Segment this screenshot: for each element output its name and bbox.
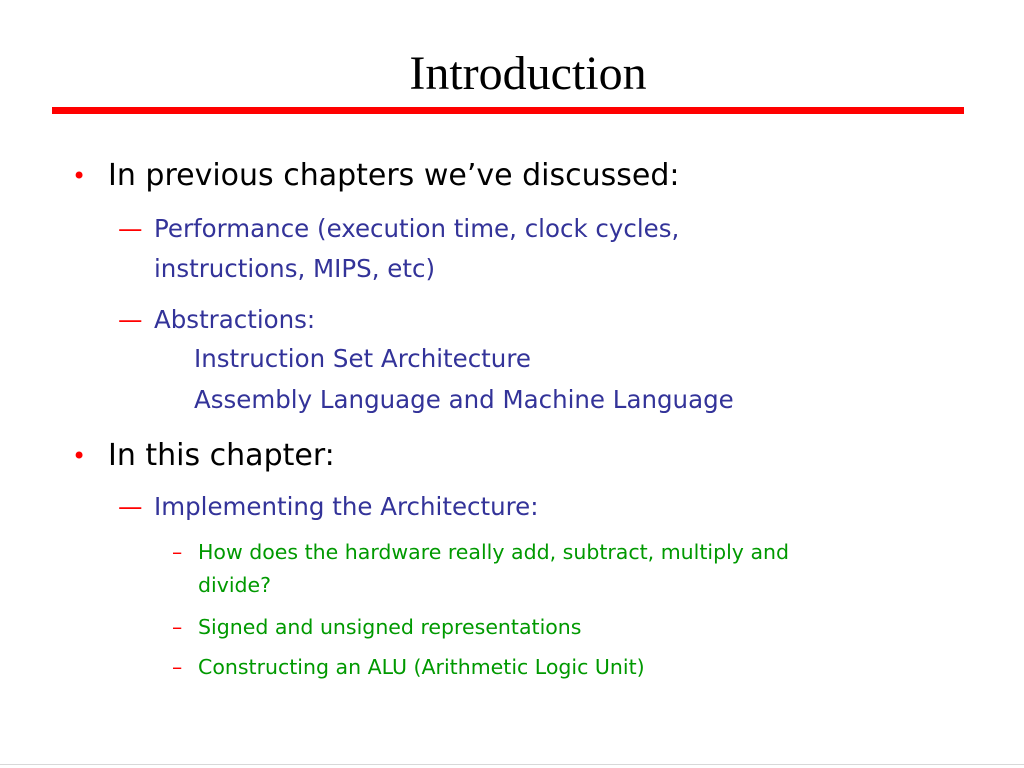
subsub-marker: – <box>172 615 183 639</box>
subsub-marker: – <box>172 655 183 679</box>
subsub-2-1-1-line-2: divide? <box>198 573 272 597</box>
sub-1-1-line-1: Performance (execution time, clock cycles, <box>154 214 680 243</box>
sub-1-2-line-1: Abstractions: <box>154 305 316 334</box>
sub-marker: — <box>118 305 143 334</box>
bullet-marker: • <box>72 162 87 190</box>
sub-marker: — <box>118 492 143 521</box>
subsub-2-1-3-line-1: Constructing an ALU (Arithmetic Logic Unit) <box>198 655 645 679</box>
bullet-2-text: In this chapter: <box>108 438 335 473</box>
bottom-divider <box>0 764 1024 765</box>
sub-1-1-line-2: instructions, MIPS, etc) <box>154 254 436 283</box>
sub-1-2-line-2: Instruction Set Architecture <box>194 344 531 373</box>
subsub-2-1-1-line-1: How does the hardware really add, subtract, multiply and <box>198 540 790 564</box>
sub-2-1-line-1: Implementing the Architecture: <box>154 492 539 521</box>
slide-title: Introduction <box>409 47 647 100</box>
subsub-2-1-2-line-1: Signed and unsigned representations <box>198 615 582 639</box>
bullet-marker: • <box>72 442 87 470</box>
sub-marker: — <box>118 214 143 243</box>
subsub-marker: – <box>172 540 183 564</box>
sub-1-2-line-3: Assembly Language and Machine Language <box>194 385 734 414</box>
bullet-1-text: In previous chapters we’ve discussed: <box>108 158 680 193</box>
